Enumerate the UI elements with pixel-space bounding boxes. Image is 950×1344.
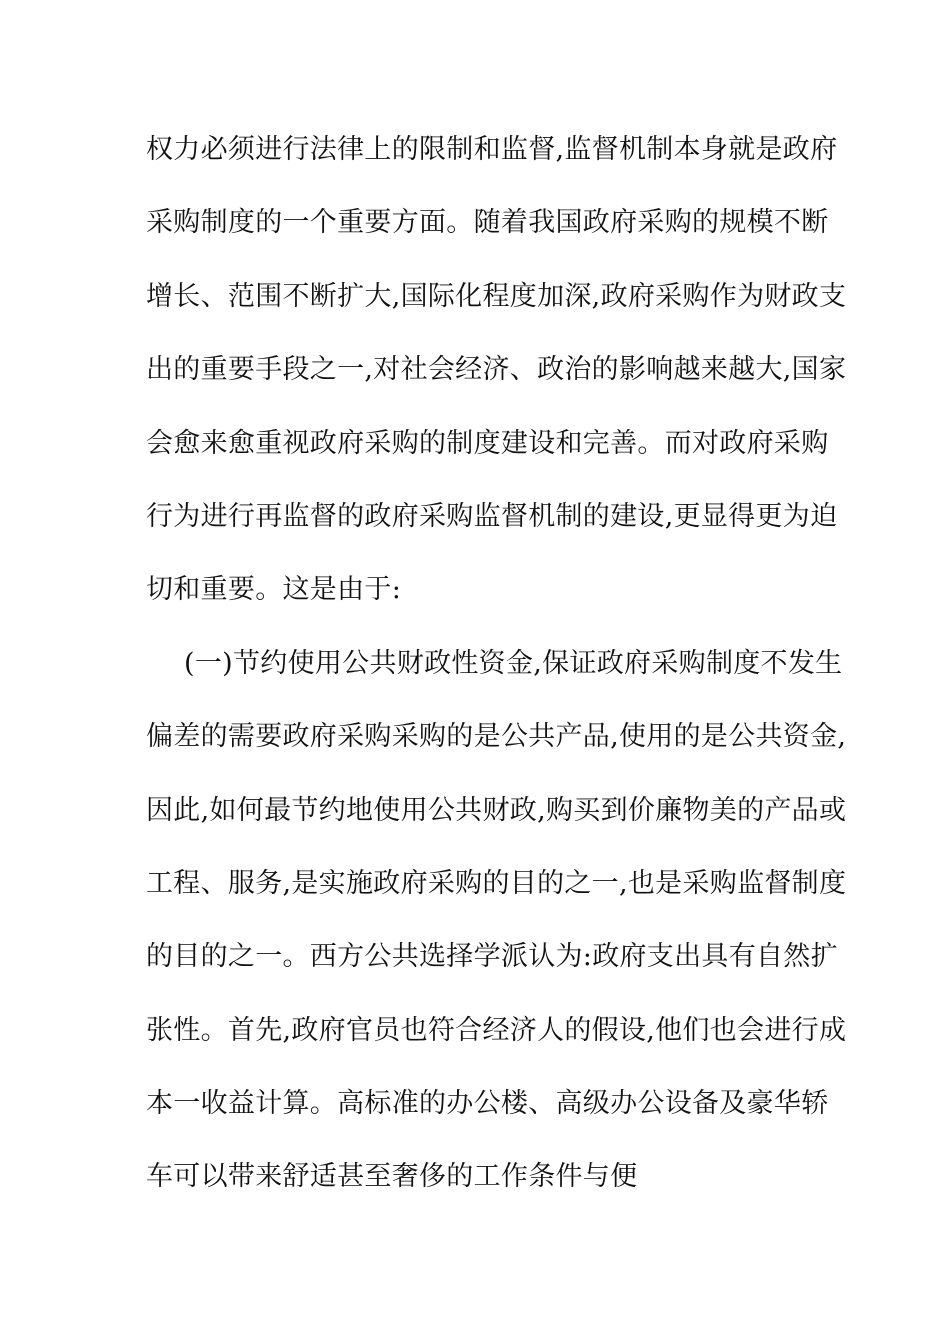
section-heading-line: (一)节约使用公共财政性资金,保证政府采购制度不发生 <box>184 647 843 679</box>
text-line: 增长、范围不断扩大,国际化程度加深,政府采购作为财政支 <box>146 280 847 312</box>
text-line: 张性。首先,政府官员也符合经济人的假设,他们也会进行成 <box>146 1014 847 1046</box>
text-line: 权力必须进行法律上的限制和监督,监督机制本身就是政府 <box>146 134 838 165</box>
text-line: 因此,如何最节约地使用公共财政,购买到价廉物美的产品或 <box>146 794 847 826</box>
text-line: 切和重要。这是由于: <box>146 574 402 606</box>
text-line: 工程、服务,是实施政府采购的目的之一,也是采购监督制度 <box>146 867 847 899</box>
text-line: 采购制度的一个重要方面。随着我国政府采购的规模不断 <box>146 207 829 239</box>
text-line: 车可以带来舒适甚至奢侈的工作条件与便 <box>146 1161 638 1193</box>
text-line: 会愈来愈重视政府采购的制度建设和完善。而对政府采购 <box>146 427 829 459</box>
text-line: 的目的之一。西方公共选择学派认为:政府支出具有自然扩 <box>146 941 838 973</box>
text-line: 本一收益计算。高标准的办公楼、高级办公设备及豪华轿 <box>146 1088 829 1120</box>
text-line: 偏差的需要政府采购采购的是公共产品,使用的是公共资金, <box>146 721 847 753</box>
text-line: 行为进行再监督的政府采购监督机制的建设,更显得更为迫 <box>146 500 838 532</box>
text-line: 出的重要手段之一,对社会经济、政治的影响越来越大,国家 <box>146 354 847 386</box>
body-text <box>146 122 847 1223</box>
